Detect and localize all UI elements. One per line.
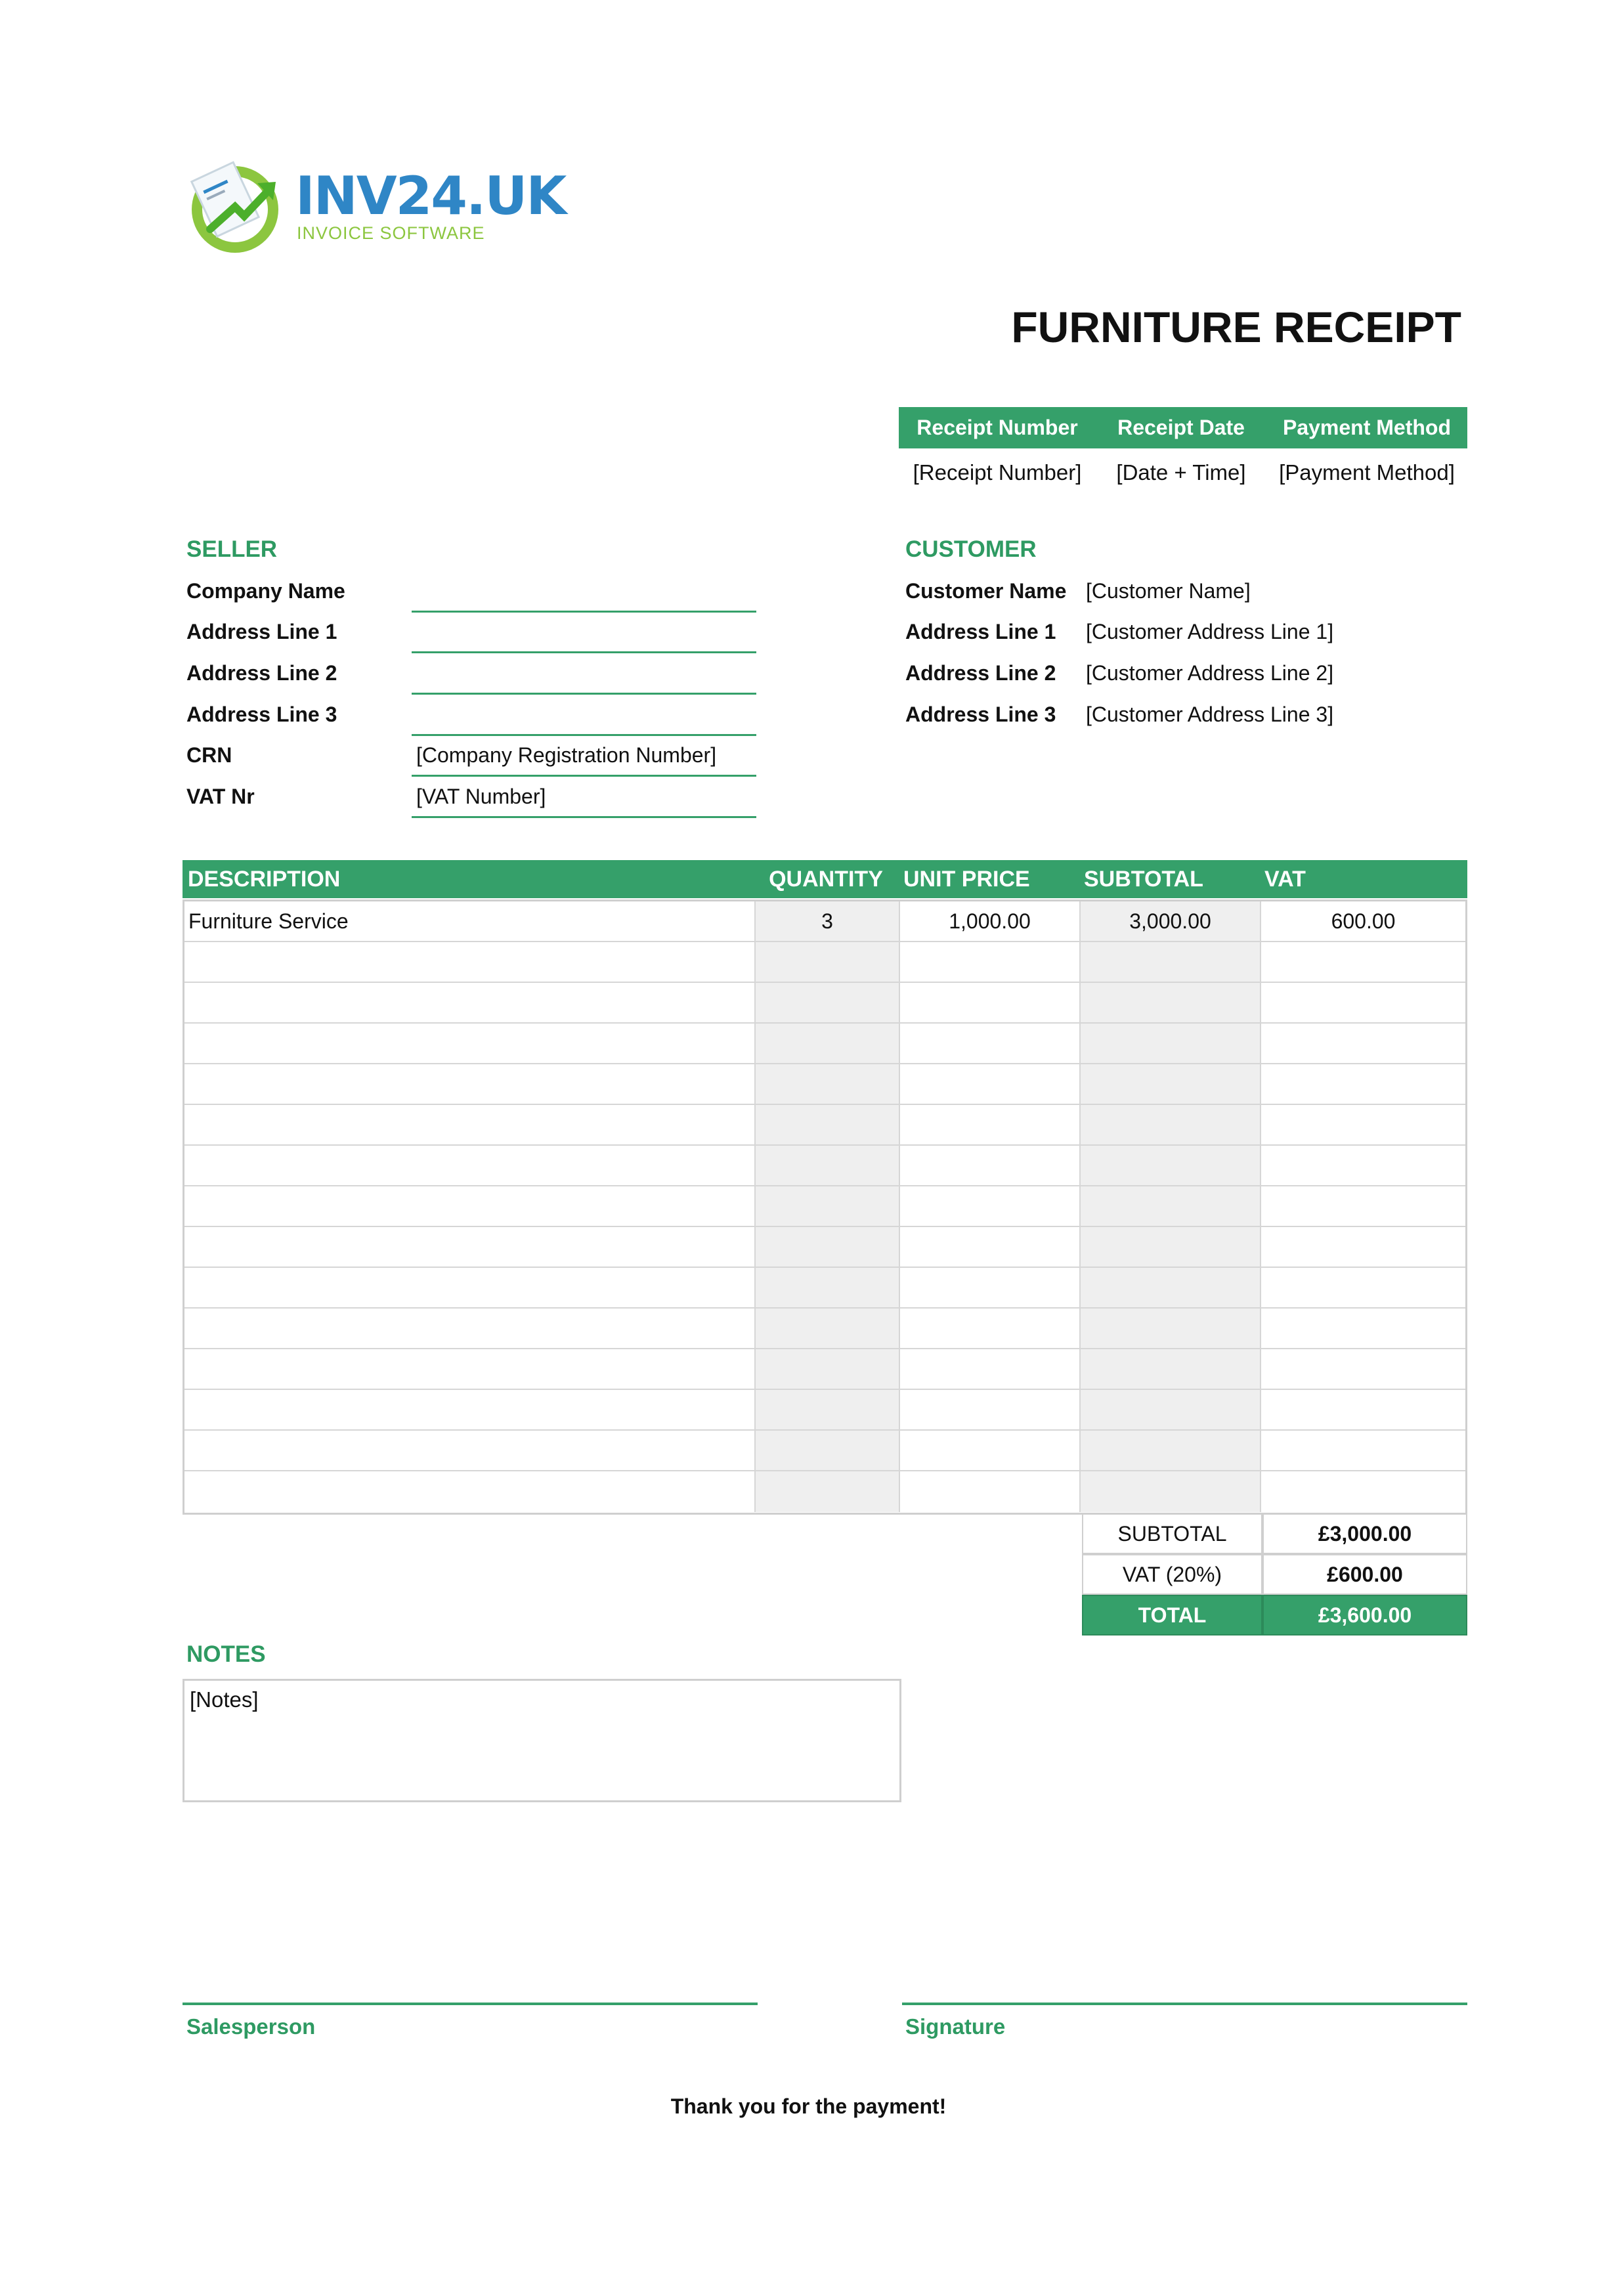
items-table-header bbox=[183, 860, 1467, 898]
table-row bbox=[184, 1064, 1465, 1105]
empty-subtotal-cell bbox=[1081, 1064, 1261, 1104]
empty-unit-price-cell[interactable] bbox=[900, 1390, 1081, 1429]
table-row bbox=[184, 1268, 1465, 1309]
empty-quantity-cell[interactable] bbox=[756, 1064, 900, 1104]
seller-company-label: Company Name bbox=[186, 579, 345, 603]
seller-crn-value[interactable]: [Company Registration Number] bbox=[416, 743, 717, 767]
empty-description-cell[interactable] bbox=[184, 1146, 756, 1185]
empty-subtotal-cell bbox=[1081, 983, 1261, 1022]
empty-subtotal-cell bbox=[1081, 1349, 1261, 1389]
empty-quantity-cell[interactable] bbox=[756, 1227, 900, 1267]
notes-title: NOTES bbox=[186, 1641, 266, 1667]
empty-subtotal-cell bbox=[1081, 1024, 1261, 1063]
customer-address3-label: Address Line 3 bbox=[905, 703, 1056, 726]
empty-quantity-cell[interactable] bbox=[756, 1471, 900, 1512]
subtotal-row bbox=[1082, 1513, 1467, 1554]
empty-subtotal-cell bbox=[1081, 1390, 1261, 1429]
empty-subtotal-cell bbox=[1081, 1227, 1261, 1267]
empty-quantity-cell[interactable] bbox=[756, 1024, 900, 1063]
empty-description-cell[interactable] bbox=[184, 1105, 756, 1144]
receipt-number-value[interactable]: [Receipt Number] bbox=[913, 460, 1082, 485]
payment-method-header: Payment Method bbox=[1282, 416, 1452, 439]
vat-row bbox=[1082, 1554, 1467, 1595]
table-row bbox=[184, 1105, 1465, 1146]
total-row bbox=[1082, 1595, 1467, 1635]
table-row bbox=[184, 1431, 1465, 1471]
vat-value: £600.00 bbox=[1262, 1554, 1467, 1595]
empty-description-cell[interactable] bbox=[184, 983, 756, 1022]
items-table bbox=[183, 899, 1467, 1515]
empty-description-cell[interactable] bbox=[184, 1390, 756, 1429]
customer-address3-value[interactable]: [Customer Address Line 3] bbox=[1086, 703, 1334, 726]
subtotal-header: SUBTOTAL bbox=[1084, 866, 1203, 892]
table-row bbox=[184, 1349, 1465, 1390]
empty-unit-price-cell[interactable] bbox=[900, 1105, 1081, 1144]
logo-text: INV24.UK bbox=[295, 165, 566, 227]
table-row bbox=[184, 901, 1465, 942]
table-row bbox=[184, 1024, 1465, 1064]
empty-description-cell[interactable] bbox=[184, 1309, 756, 1348]
empty-quantity-cell[interactable] bbox=[756, 1309, 900, 1348]
empty-quantity-cell[interactable] bbox=[756, 1390, 900, 1429]
logo-tagline: INVOICE SOFTWARE bbox=[297, 223, 485, 243]
empty-description-cell[interactable] bbox=[184, 1024, 756, 1063]
vat-header: VAT bbox=[1264, 866, 1306, 892]
seller-address2-underline bbox=[412, 693, 756, 695]
empty-description-cell[interactable] bbox=[184, 1431, 756, 1470]
item-subtotal: 3,000.00 bbox=[1081, 901, 1261, 941]
salesperson-label: Salesperson bbox=[186, 2014, 316, 2039]
empty-description-cell[interactable] bbox=[184, 1471, 756, 1512]
customer-title: CUSTOMER bbox=[905, 536, 1037, 562]
empty-description-cell[interactable] bbox=[184, 1227, 756, 1267]
customer-name-value[interactable]: [Customer Name] bbox=[1086, 579, 1251, 603]
empty-subtotal-cell bbox=[1081, 1471, 1261, 1512]
total-value: £3,600.00 bbox=[1262, 1595, 1467, 1635]
item-unit-price[interactable]: 1,000.00 bbox=[900, 901, 1081, 941]
empty-quantity-cell[interactable] bbox=[756, 1146, 900, 1185]
seller-address3-underline bbox=[412, 734, 756, 736]
empty-quantity-cell[interactable] bbox=[756, 983, 900, 1022]
salesperson-line bbox=[183, 2003, 758, 2005]
item-description[interactable]: Furniture Service bbox=[184, 901, 756, 941]
seller-address1-label: Address Line 1 bbox=[186, 620, 337, 643]
seller-vat-underline bbox=[412, 816, 756, 818]
thank-you-message: Thank you for the payment! bbox=[670, 2094, 947, 2118]
receipt-number-header: Receipt Number bbox=[916, 416, 1078, 439]
empty-unit-price-cell[interactable] bbox=[900, 1349, 1081, 1389]
notes-box[interactable]: [Notes] bbox=[183, 1679, 901, 1802]
customer-address2-value[interactable]: [Customer Address Line 2] bbox=[1086, 661, 1334, 685]
empty-unit-price-cell[interactable] bbox=[900, 1146, 1081, 1185]
table-row bbox=[184, 1390, 1465, 1431]
seller-crn-label: CRN bbox=[186, 743, 232, 767]
empty-subtotal-cell bbox=[1081, 1105, 1261, 1144]
table-row bbox=[184, 942, 1465, 983]
vat-label: VAT (20%) bbox=[1082, 1554, 1262, 1595]
empty-unit-price-cell[interactable] bbox=[900, 1471, 1081, 1512]
table-row bbox=[184, 1227, 1465, 1268]
total-label: TOTAL bbox=[1082, 1595, 1262, 1635]
empty-subtotal-cell bbox=[1081, 942, 1261, 982]
empty-description-cell[interactable] bbox=[184, 942, 756, 982]
unit-price-header: UNIT PRICE bbox=[903, 866, 1030, 892]
table-row bbox=[184, 1186, 1465, 1227]
empty-unit-price-cell[interactable] bbox=[900, 1024, 1081, 1063]
table-row bbox=[184, 983, 1465, 1024]
empty-unit-price-cell[interactable] bbox=[900, 1186, 1081, 1226]
empty-description-cell[interactable] bbox=[184, 1186, 756, 1226]
receipt-info-header bbox=[899, 407, 1467, 448]
empty-quantity-cell[interactable] bbox=[756, 1349, 900, 1389]
seller-address1-underline bbox=[412, 651, 756, 653]
empty-unit-price-cell[interactable] bbox=[900, 1309, 1081, 1348]
empty-description-cell[interactable] bbox=[184, 1268, 756, 1307]
receipt-date-value[interactable]: [Date + Time] bbox=[1116, 460, 1246, 485]
receipt-date-header: Receipt Date bbox=[1117, 416, 1245, 439]
empty-unit-price-cell[interactable] bbox=[900, 1431, 1081, 1470]
seller-company-underline bbox=[412, 611, 756, 613]
empty-unit-price-cell[interactable] bbox=[900, 1268, 1081, 1307]
empty-quantity-cell[interactable] bbox=[756, 1431, 900, 1470]
item-vat: 600.00 bbox=[1331, 909, 1396, 933]
empty-subtotal-cell bbox=[1081, 1268, 1261, 1307]
customer-address1-value[interactable]: [Customer Address Line 1] bbox=[1086, 620, 1334, 643]
signature-label: Signature bbox=[905, 2014, 1006, 2039]
empty-unit-price-cell[interactable] bbox=[900, 1227, 1081, 1267]
subtotal-label: SUBTOTAL bbox=[1082, 1513, 1262, 1554]
empty-subtotal-cell bbox=[1081, 1146, 1261, 1185]
item-quantity[interactable]: 3 bbox=[756, 901, 900, 941]
empty-quantity-cell[interactable] bbox=[756, 1186, 900, 1226]
customer-address1-label: Address Line 1 bbox=[905, 620, 1056, 643]
customer-name-label: Customer Name bbox=[905, 579, 1067, 603]
quantity-header: QUANTITY bbox=[769, 866, 883, 892]
table-row bbox=[184, 1309, 1465, 1349]
customer-address2-label: Address Line 2 bbox=[905, 661, 1056, 685]
signature-line bbox=[902, 2003, 1467, 2005]
subtotal-value: £3,000.00 bbox=[1262, 1513, 1467, 1554]
seller-vat-label: VAT Nr bbox=[186, 785, 255, 808]
table-row bbox=[184, 1146, 1465, 1186]
empty-quantity-cell[interactable] bbox=[756, 1268, 900, 1307]
seller-title: SELLER bbox=[186, 536, 278, 562]
page-title: FURNITURE RECEIPT bbox=[1011, 303, 1461, 351]
empty-unit-price-cell[interactable] bbox=[900, 983, 1081, 1022]
seller-address2-label: Address Line 2 bbox=[186, 661, 337, 685]
empty-quantity-cell[interactable] bbox=[756, 942, 900, 982]
empty-subtotal-cell bbox=[1081, 1431, 1261, 1470]
empty-subtotal-cell bbox=[1081, 1186, 1261, 1226]
empty-description-cell[interactable] bbox=[184, 1349, 756, 1389]
empty-unit-price-cell[interactable] bbox=[900, 1064, 1081, 1104]
seller-vat-value[interactable]: [VAT Number] bbox=[416, 785, 546, 808]
invoice-growth-arrow-icon bbox=[184, 156, 289, 254]
table-row bbox=[184, 1471, 1465, 1512]
payment-method-value[interactable]: [Payment Method] bbox=[1279, 460, 1455, 485]
receipt-info-values bbox=[899, 453, 1467, 492]
seller-address3-label: Address Line 3 bbox=[186, 703, 337, 726]
seller-crn-underline bbox=[412, 775, 756, 777]
empty-description-cell[interactable] bbox=[184, 1064, 756, 1104]
empty-subtotal-cell bbox=[1081, 1309, 1261, 1348]
description-header: DESCRIPTION bbox=[188, 866, 341, 892]
empty-quantity-cell[interactable] bbox=[756, 1105, 900, 1144]
empty-unit-price-cell[interactable] bbox=[900, 942, 1081, 982]
